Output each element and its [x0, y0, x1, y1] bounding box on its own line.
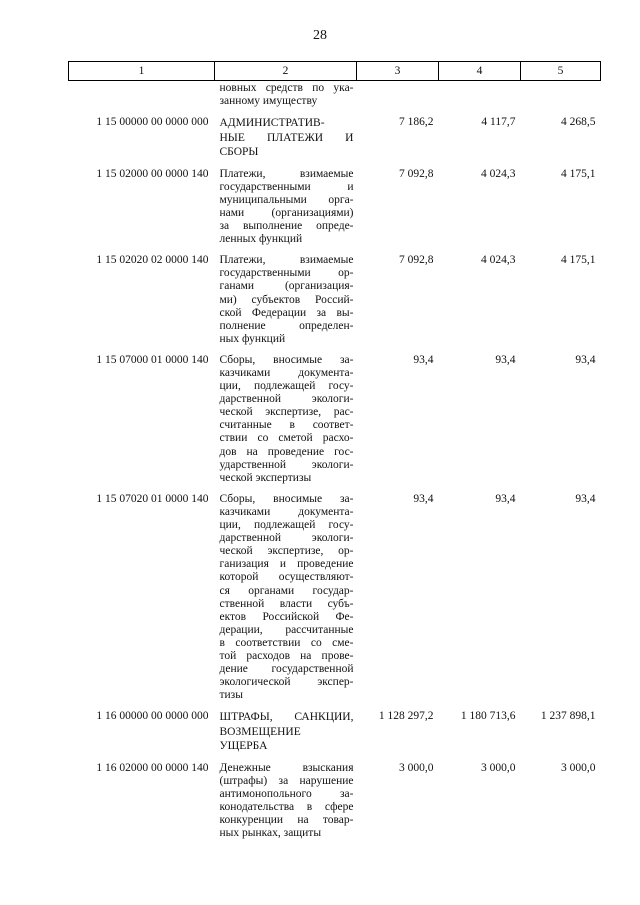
- table-header-row: [69, 62, 601, 81]
- name-cell: Сборы, вносимые за- казчиками документа- ции, подлежащей госу- дарственной экологи- ческой экспертизе, ор- ганизация и проведение которой осуществляют- ся органами государ- ственной власти субъ- ектов Российской Фе- дерации, рассчитанные в соответствии со сме- той расходов на прове- дение государственной экологической экспер- тизы: [219, 492, 354, 702]
- table-row: [69, 168, 601, 255]
- value-cell-2023: 7 092,8: [399, 167, 434, 180]
- code-cell: 1 15 00000 00 0000 000: [96, 116, 209, 129]
- value-cell-2024: 93,4: [495, 492, 516, 505]
- column-header-3: 3: [357, 62, 439, 81]
- name-cell: Сборы, вносимые за- казчиками документа- ции, подлежащей госу- дарственной экологи- ческой экспертизе, рас- считанные в соответ- ствии со сметой расхо- дов на проведение гос- ударственной экологи- ческой экспертизы: [219, 353, 354, 484]
- value-cell-2024: 1 180 713,6: [460, 710, 516, 723]
- page-number: 28: [313, 28, 327, 43]
- value-cell-2025: 93,4: [575, 353, 596, 366]
- name-cell: новных средств по ука- занному имуществу: [219, 82, 354, 108]
- budget-table: [68, 61, 601, 848]
- value-cell-2023: 7 186,2: [399, 116, 434, 129]
- table-body: [69, 81, 601, 849]
- value-cell-2025: 4 268,5: [561, 116, 596, 129]
- code-cell: 1 15 02000 00 0000 140: [96, 167, 209, 180]
- value-cell-2025: 1 237 898,1: [540, 710, 596, 723]
- name-cell: ШТРАФЫ, САНКЦИИ, ВОЗМЕЩЕНИЕ УЩЕРБА: [219, 711, 354, 753]
- value-cell-2025: 93,4: [575, 492, 596, 505]
- name-cell: Платежи, взимаемые государственными ор- ганами (организация- ми) субъектов Россий- ской Федерации за вы- полнение определен- ных функций: [219, 254, 354, 345]
- value-cell-2023: 7 092,8: [399, 254, 434, 267]
- table-row: [69, 81, 601, 117]
- code-cell: 1 15 07000 01 0000 140: [96, 353, 209, 366]
- value-cell-2024: [439, 81, 521, 117]
- column-header-2: 2: [215, 62, 357, 81]
- code-cell: [69, 81, 215, 117]
- column-header-5: 5: [521, 62, 601, 81]
- table-row: [69, 354, 601, 493]
- value-cell-2023: 1 128 297,2: [378, 710, 434, 723]
- value-cell-2025: 4 175,1: [561, 254, 596, 267]
- code-cell: 1 16 00000 00 0000 000: [96, 710, 209, 723]
- table-row: [69, 116, 601, 168]
- table-row: [69, 254, 601, 354]
- name-cell: Денежные взыскания (штрафы) за нарушение антимонопольного за- конодательства в сфере конкуренции на товар- ных рынках, защиты: [219, 761, 354, 840]
- value-cell-2024: 4 024,3: [481, 254, 516, 267]
- name-cell: Платежи, взимаемые государственными и муниципальными орга- нами (организациями) за выполнение опреде- ленных функций: [219, 167, 354, 246]
- value-cell-2023: 3 000,0: [399, 761, 434, 774]
- name-cell: АДМИНИСТРАТИВ- НЫЕ ПЛАТЕЖИ И СБОРЫ: [219, 117, 354, 159]
- value-cell-2024: 4 024,3: [481, 167, 516, 180]
- table-row: [69, 493, 601, 711]
- code-cell: 1 15 02020 02 0000 140: [96, 254, 209, 267]
- value-cell-2025: [521, 81, 601, 117]
- value-cell-2023: 93,4: [413, 353, 434, 366]
- table-row: [69, 710, 601, 762]
- value-cell-2024: 93,4: [495, 353, 516, 366]
- table-row: [69, 762, 601, 849]
- column-header-1: 1: [69, 62, 215, 81]
- value-cell-2025: 3 000,0: [561, 761, 596, 774]
- value-cell-2023: [357, 81, 439, 117]
- value-cell-2024: 4 117,7: [481, 116, 516, 129]
- column-header-4: 4: [439, 62, 521, 81]
- value-cell-2024: 3 000,0: [481, 761, 516, 774]
- code-cell: 1 16 02000 00 0000 140: [96, 761, 209, 774]
- value-cell-2023: 93,4: [413, 492, 434, 505]
- code-cell: 1 15 07020 01 0000 140: [96, 492, 209, 505]
- value-cell-2025: 4 175,1: [561, 167, 596, 180]
